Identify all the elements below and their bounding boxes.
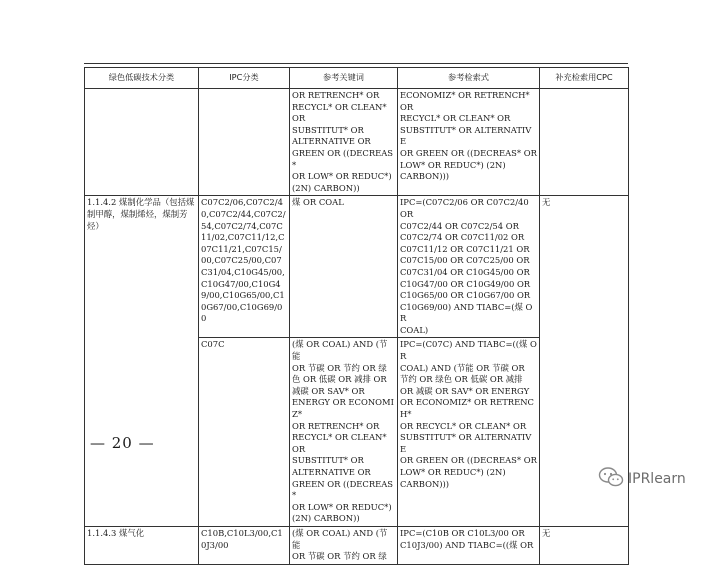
- header-rule: [84, 63, 628, 64]
- query-cell: IPC=(C07C) AND TIABC=((煤 OR COAL) AND (节能 OR 节碳 OR 节约 OR 绿色 OR 低碳 OR 减排 OR 减碳 OR SAV* OR ENERGY OR ECONOMIZ* OR RETRENCH* OR RECYCL* OR CLEAN* OR SUBSTITUT* OR ALTERNATIVE OR GREEN OR ((DECREAS* OR LOW* OR REDUC*) (2N) CARBON))): [398, 338, 540, 527]
- ipc-cell: C07C: [199, 338, 290, 527]
- header-category: 绿色低碳技术分类: [85, 68, 199, 89]
- category-cell: 1.1.4.3 煤气化: [85, 526, 199, 564]
- ipc-cell: [199, 89, 290, 196]
- keywords-cell: (煤 OR COAL) AND (节能 OR 节碳 OR 节约 OR 绿: [290, 526, 398, 564]
- keywords-cell: OR RETRENCH* OR RECYCL* OR CLEAN* OR SUBSTITUT* OR ALTERNATIVE OR GREEN OR ((DECREAS* OR LOW* OR REDUC*) (2N) CARBON)): [290, 89, 398, 196]
- cpc-cell: [540, 89, 629, 196]
- table-row: [85, 89, 629, 196]
- query-cell: IPC=(C10B OR C10L3/00 OR C10J3/00) AND TIABC=((煤 OR: [398, 526, 540, 564]
- header-query: 参考检索式: [398, 68, 540, 89]
- header-ipc: IPC分类: [199, 68, 290, 89]
- table-row: [85, 196, 629, 338]
- header-keywords: 参考关键词: [290, 68, 398, 89]
- query-cell: IPC=(C07C2/06 OR C07C2/40 OR C07C2/44 OR C07C2/54 OR C07C2/74 OR C07C11/02 OR C07C11/12 OR C07C11/21 OR C07C15/00 OR C07C25/00 OR C07C31/04 OR C10G45/00 OR C10G47/00 OR C10G49/00 OR C10G65/00 OR C10G67/00 OR C10G69/00) AND TIABC=(煤 OR COAL): [398, 196, 540, 338]
- table-header-row: [85, 68, 629, 89]
- header-cpc: 补充检索用CPC: [540, 68, 629, 89]
- watermark-text: IPRlearn: [628, 471, 686, 487]
- category-cell: [85, 89, 199, 196]
- keywords-cell: 煤 OR COAL: [290, 196, 398, 338]
- wechat-icon: [598, 466, 624, 492]
- keywords-cell: (煤 OR COAL) AND (节能 OR 节碳 OR 节约 OR 绿 色 OR 低碳 OR 减排 OR 减碳 OR SAV* OR ENERGY OR ECONOMIZ* OR RETRENCH* OR RECYCL* OR CLEAN* OR SUBSTITUT* OR ALTERNATIVE OR GREEN OR ((DECREAS* OR LOW* OR REDUC*) (2N) CARBON)): [290, 338, 398, 527]
- page-number: — 20 —: [90, 434, 155, 452]
- watermark: [598, 467, 686, 491]
- ipc-cell: C10B,C10L3/00,C10J3/00: [199, 526, 290, 564]
- green-tech-classification-table: [84, 67, 629, 565]
- ipc-cell: C07C2/06,C07C2/40,C07C2/44,C07C2/54,C07C2/74,C07C11/02,C07C11/12,C07C11/21,C07C15/00,C07C25/00,C07C31/04,C10G45/00,C10G47/00,C10G49/00,C10G65/00,C10G67/00,C10G69/00: [199, 196, 290, 338]
- cpc-cell: 无: [540, 196, 629, 527]
- category-cell: 1.1.4.2 煤制化学品（包括煤制甲醇，煤制烯烃，煤制芳烃）: [85, 196, 199, 527]
- query-cell: ECONOMIZ* OR RETRENCH* OR RECYCL* OR CLEAN* OR SUBSTITUT* OR ALTERNATIVE OR GREEN OR ((DECREAS* OR LOW* OR REDUC*) (2N) CARBON))): [398, 89, 540, 196]
- table-row: [85, 526, 629, 564]
- cpc-cell: 无: [540, 526, 629, 564]
